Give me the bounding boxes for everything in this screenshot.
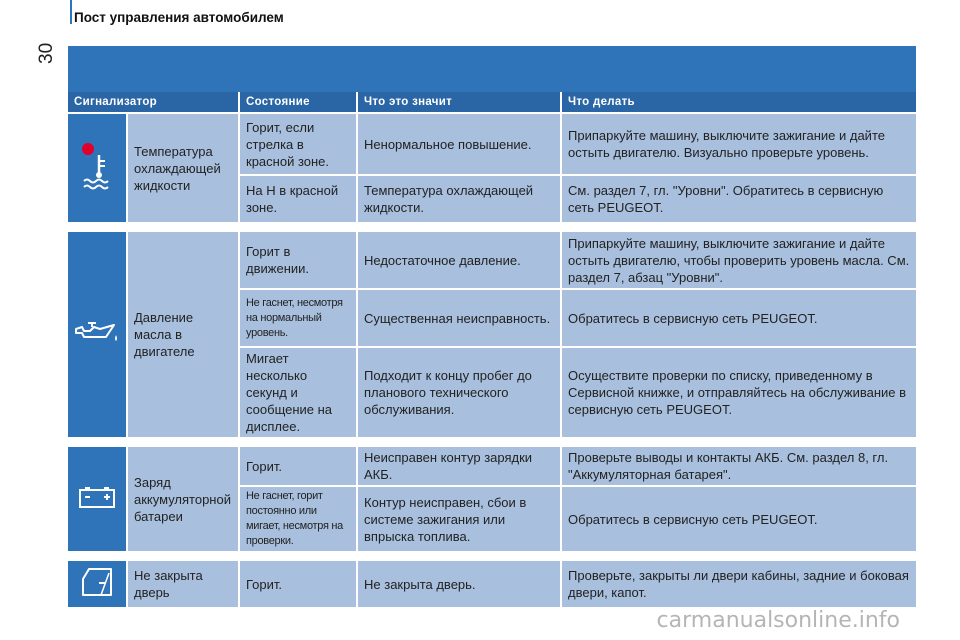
- action-cell: Проверьте выводы и контакты АКБ. См. раздел 8, гл. "Аккумуляторная батарея".: [562, 447, 916, 487]
- watermark: carmanualsonline.info: [656, 608, 900, 633]
- action-cell: Припаркуйте машину, выключите зажигание и дайте остыть двигателю, чтобы проверить уровень масла. См. раздел 7, абзац "Уровни".: [562, 232, 916, 290]
- panel-top-band: [68, 46, 916, 92]
- header-indicator: Сигнализатор: [68, 92, 240, 114]
- oil-icon-cell: [68, 232, 128, 439]
- state-cell: Горит.: [240, 561, 358, 609]
- table-row: [68, 232, 916, 290]
- action-cell: Припаркуйте машину, выключите зажигание и дайте остыть двигателю. Визуально проверьте уровень.: [562, 114, 916, 176]
- state-cell: Горит, если стрелка в красной зоне.: [240, 114, 358, 176]
- header-meaning: Что это значит: [358, 92, 562, 114]
- meaning-cell: Неисправен контур зарядки АКБ.: [358, 447, 562, 487]
- action-cell: Осуществите проверки по списку, приведенному в Сервисной книжке, и отправляйтесь на обслуживание в сервисную сеть PEUGEOT.: [562, 348, 916, 439]
- indicator-name: Температура охлаждающей жидкости: [128, 114, 240, 224]
- state-cell: Не гаснет, несмотря на нормальный уровень.: [240, 290, 358, 348]
- group-gap: [68, 224, 916, 232]
- meaning-cell: Недостаточное давление.: [358, 232, 562, 290]
- coolant-temperature-icon: [80, 141, 114, 191]
- battery-icon-cell: [68, 447, 128, 553]
- table-row: [68, 561, 916, 609]
- state-cell: Горит в движении.: [240, 232, 358, 290]
- oil-pressure-icon: [74, 321, 120, 345]
- meaning-cell: Контур неисправен, сбои в системе зажигания или впрыска топлива.: [358, 487, 562, 553]
- state-cell: Мигает несколько секунд и сообщение на дисплее.: [240, 348, 358, 439]
- warning-lights-table: [68, 92, 916, 609]
- state-cell: Не гаснет, горит постоянно или мигает, несмотря на проверки.: [240, 487, 358, 553]
- door-icon-cell: [68, 561, 128, 609]
- margin-line: [70, 0, 72, 24]
- page-number: 30: [36, 42, 57, 64]
- meaning-cell: Существенная неисправность.: [358, 290, 562, 348]
- group-gap: [68, 553, 916, 561]
- action-cell: Обратитесь в сервисную сеть PEUGEOT.: [562, 487, 916, 553]
- group-gap: [68, 439, 916, 447]
- meaning-cell: Температура охлаждающей жидкости.: [358, 176, 562, 224]
- indicator-name: Давление масла в двигателе: [128, 232, 240, 439]
- indicator-name: Заряд аккумуляторной батареи: [128, 447, 240, 553]
- table-row: [68, 114, 916, 176]
- meaning-cell: Подходит к концу пробег до планового технического обслуживания.: [358, 348, 562, 439]
- table-header-row: [68, 92, 916, 114]
- warning-lights-panel: [68, 46, 916, 600]
- header-state: Состояние: [240, 92, 358, 114]
- door-open-icon: [79, 565, 115, 599]
- coolant-icon-cell: [68, 114, 128, 224]
- header-action: Что делать: [562, 92, 916, 114]
- page-header-title: Пост управления автомобилем: [74, 10, 284, 25]
- indicator-name: Не закрыта дверь: [128, 561, 240, 609]
- action-cell: См. раздел 7, гл. "Уровни". Обратитесь в сервисную сеть PEUGEOT.: [562, 176, 916, 224]
- meaning-cell: Ненормальное повышение.: [358, 114, 562, 176]
- action-cell: Проверьте, закрыты ли двери кабины, задние и боковая двери, капот.: [562, 561, 916, 609]
- action-cell: Обратитесь в сервисную сеть PEUGEOT.: [562, 290, 916, 348]
- page-number-area: [32, 20, 62, 80]
- state-cell: На Н в красной зоне.: [240, 176, 358, 224]
- battery-icon: [78, 485, 116, 509]
- table-row: [68, 447, 916, 487]
- meaning-cell: Не закрыта дверь.: [358, 561, 562, 609]
- state-cell: Горит.: [240, 447, 358, 487]
